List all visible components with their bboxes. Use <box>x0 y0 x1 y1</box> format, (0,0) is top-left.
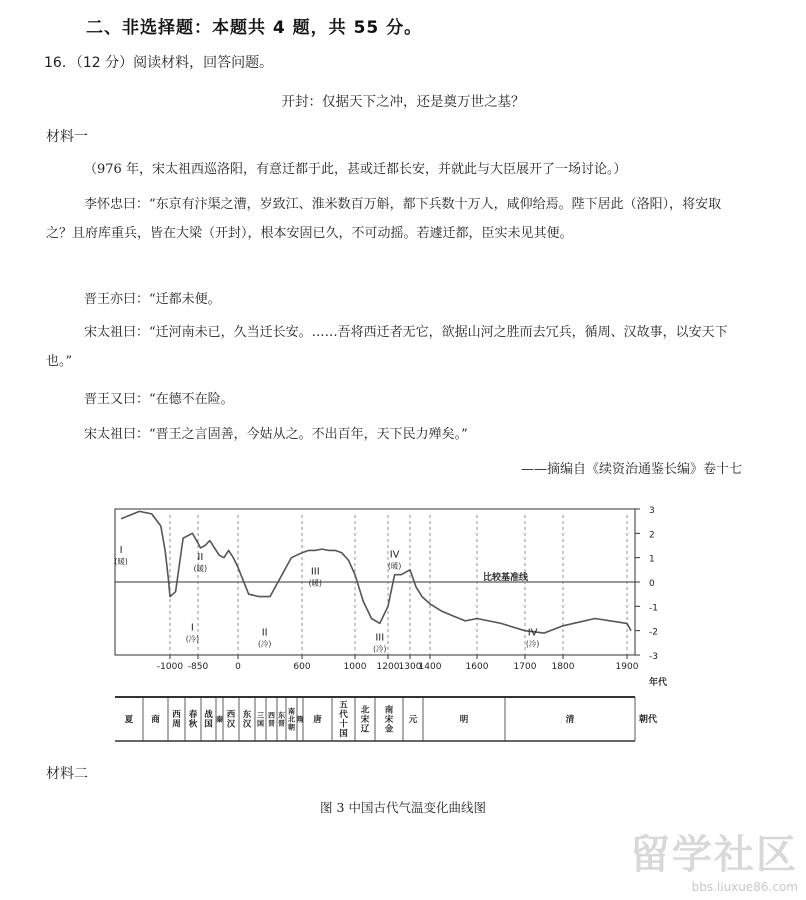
x-tick-label: -1000 <box>156 662 184 672</box>
y-tick-label: 1 <box>649 554 655 565</box>
dynasty-cell-label: 清 <box>565 714 575 725</box>
period-roman-label: I <box>119 544 123 556</box>
baseline-label: 比较基准线 <box>483 573 529 583</box>
period-roman-label: II <box>197 552 204 564</box>
dynasty-cell-label: 春秋 <box>188 710 198 730</box>
period-note-label: (暖) <box>387 561 402 571</box>
dynasty-cell-label: 明 <box>459 714 469 725</box>
x-tick-label: 1400 <box>418 662 442 672</box>
material-paragraph: （976 年，宋太祖西巡洛阳，有意迁都于此，甚或迁都长安，并就此与大臣展开了一场讨论。） <box>84 162 627 177</box>
period-roman-label: II <box>261 627 268 639</box>
material-paragraph: 晋王亦曰：“迁都未便。 <box>84 292 221 307</box>
material-two-label: 材料二 <box>46 766 88 782</box>
dynasty-cell-label: 北宋辽 <box>360 705 370 735</box>
period-roman-label: IV <box>527 627 538 639</box>
material-subtitle: 开封：仅据天下之冲，还是奠万世之基？ <box>281 94 525 110</box>
material-paragraph: 宋太祖曰：“晋王之言固善，今姑从之。不出百年，天下民力殚矣。” <box>84 427 468 442</box>
period-note-label: (冷) <box>185 634 200 644</box>
y-tick-label: -2 <box>649 627 658 638</box>
dynasty-cell-label: 东汉 <box>242 710 252 730</box>
y-tick-label: 2 <box>649 530 655 541</box>
period-roman-label: I <box>190 622 194 634</box>
x-tick-label: -850 <box>187 662 209 672</box>
dynasty-cell-label: 战国 <box>204 710 213 730</box>
dynasty-cell-label: 西汉 <box>226 710 236 730</box>
dynasty-row <box>115 697 658 741</box>
section-title: 二、非选择题：本题共 4 题，共 55 分。 <box>86 18 423 38</box>
material-one-label: 材料一 <box>46 129 88 145</box>
dynasty-cell-label: 南北朝 <box>288 707 295 732</box>
watermark-url: bbs.liuxue86.com <box>691 880 798 894</box>
dynasty-cell-label: 夏 <box>124 714 134 725</box>
period-roman-label: III <box>310 566 320 578</box>
period-roman-label: IV <box>389 549 400 561</box>
dynasty-axis-label: 朝代 <box>639 715 658 725</box>
figure-caption: 图 3 中国古代气温变化曲线图 <box>320 800 486 815</box>
temperature-chart <box>105 497 685 747</box>
citation-source: ——摘编自《续资治通鉴长编》卷十七 <box>520 462 742 477</box>
y-tick-label: -1 <box>649 603 658 614</box>
y-tick-label: 0 <box>649 579 655 589</box>
period-note-label: (暖) <box>114 556 128 566</box>
watermark-logo: 留学社区 <box>630 832 798 878</box>
dynasty-cell-label: 唐 <box>313 714 322 725</box>
dynasty-cell-label: 隋 <box>296 715 304 724</box>
material-paragraph: 晋王又曰：“在德不在险。 <box>84 392 234 407</box>
material-paragraph: 宋太祖曰：“迁河南未已，久当迁长安。……吾将西迁者无它，欲据山河之胜而去冗兵，循周、汉故事，以安天下也。” <box>46 325 728 369</box>
x-tick-label: 1800 <box>551 662 575 672</box>
period-note-label: (冷) <box>373 644 387 654</box>
x-tick-label: 1300 <box>398 662 422 672</box>
x-tick-label: 0 <box>235 662 241 672</box>
x-tick-label: 1900 <box>615 662 639 672</box>
dynasty-cell-label: 东晋 <box>278 711 285 728</box>
dynasty-cell-label: 西周 <box>172 710 181 730</box>
question-header: 16．（12 分）阅读材料，回答问题。 <box>44 55 274 71</box>
x-tick-label: 600 <box>293 662 311 672</box>
material-paragraph: 李怀忠曰：“东京有汴渠之漕，岁致江、淮米数百万斛，都下兵数十万人，咸仰给焉。陛下居此（洛阳），将安取之？且府库重兵，皆在大梁（开封），根本安固已久，不可动摇。若遽迁都，臣实未见其便。 <box>46 197 722 241</box>
period-roman-label: III <box>375 632 385 644</box>
dynasty-cell-label: 南宋金 <box>384 705 394 735</box>
dynasty-cell-label: 元 <box>408 714 418 725</box>
dynasty-cell-label: 西晋 <box>268 711 275 728</box>
period-note-label: (冷) <box>525 639 540 649</box>
y-tick-label: -3 <box>649 652 658 662</box>
period-note-label: (暖) <box>193 564 208 574</box>
dynasty-cell-label: 三国 <box>257 711 264 728</box>
x-tick-label: 1200 <box>376 662 400 672</box>
watermark <box>630 823 798 894</box>
dynasty-cell-label: 商 <box>151 714 160 725</box>
x-tick-label: 1000 <box>343 662 367 672</box>
chart-labels <box>114 506 668 688</box>
x-axis-label: 年代 <box>649 678 668 688</box>
dynasty-cell-label: 秦 <box>216 715 223 724</box>
period-note-label: (冷) <box>257 639 272 649</box>
x-tick-label: 1600 <box>465 662 489 672</box>
period-note-label: (暖) <box>308 578 322 588</box>
x-tick-label: 1700 <box>513 662 537 672</box>
y-tick-label: 3 <box>649 506 655 516</box>
dynasty-cell-label: 五代十国 <box>339 700 348 740</box>
